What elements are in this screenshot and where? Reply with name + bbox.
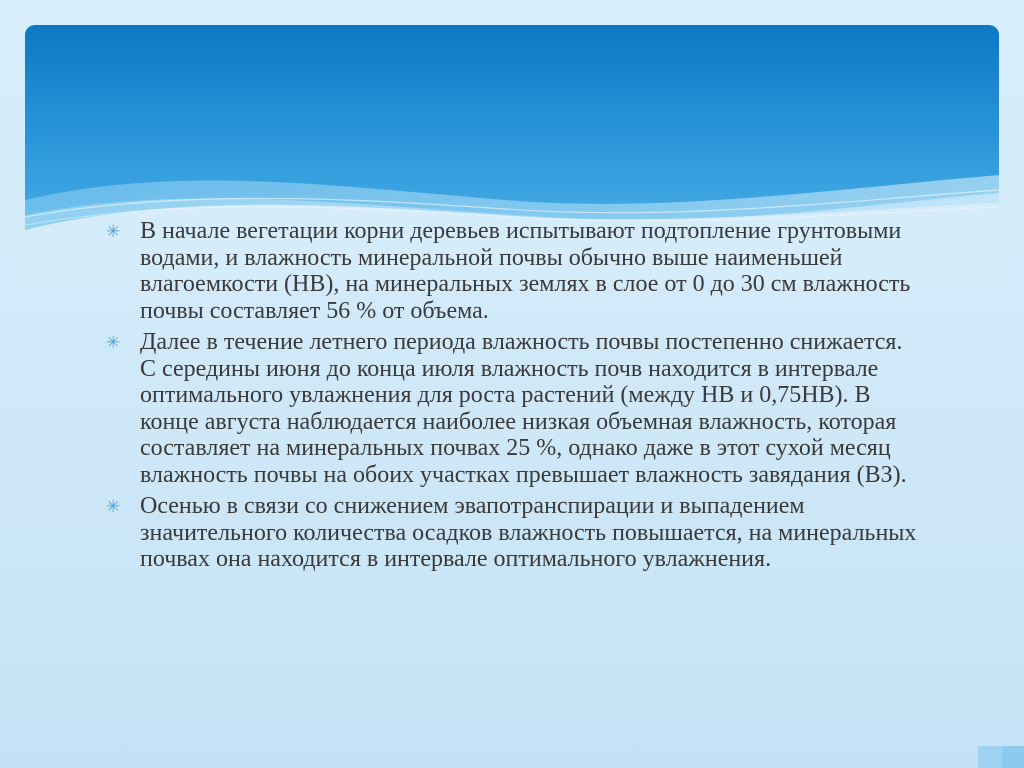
bullet-text-1: В начале вегетации корни деревьев испытывают подтопление грунтовыми водами, и влажность минеральной почвы обычно выше наименьшей влагоемкости (НВ), на минеральных землях в слое от 0 до 30 см влажность почвы составляет 56 % от объема.: [140, 218, 911, 324]
asterisk-bullet-icon: ✳: [106, 497, 121, 517]
bullet-item-2: [100, 329, 920, 488]
bullet-list: [100, 218, 920, 573]
bullet-text-2: Далее в течение летнего периода влажность почвы постепенно снижается. С середины июня до конца июля влажность почв находится в интервале оптимального увлажнения для роста растений (между НВ и 0,75НВ). В конце августа наблюдается наиболее низкая объемная влажность, которая составляет на минеральных почвах 25 %, однако даже в этот сухой месяц влажность почвы на обоих участках превышает влажность завядания (ВЗ).: [140, 329, 907, 488]
bullet-item-1: [100, 218, 920, 324]
asterisk-bullet-icon: ✳: [106, 333, 121, 353]
bullet-item-3: [100, 493, 920, 573]
bullet-text-3: Осенью в связи со снижением эвапотранспирации и выпадением значительного количества осадков влажность повышается, на минеральных почвах она находится в интервале оптимального увлажнения.: [140, 493, 917, 572]
slide-body: [100, 218, 920, 578]
corner-decoration-inner: [1002, 746, 1024, 768]
asterisk-bullet-icon: ✳: [106, 222, 121, 242]
